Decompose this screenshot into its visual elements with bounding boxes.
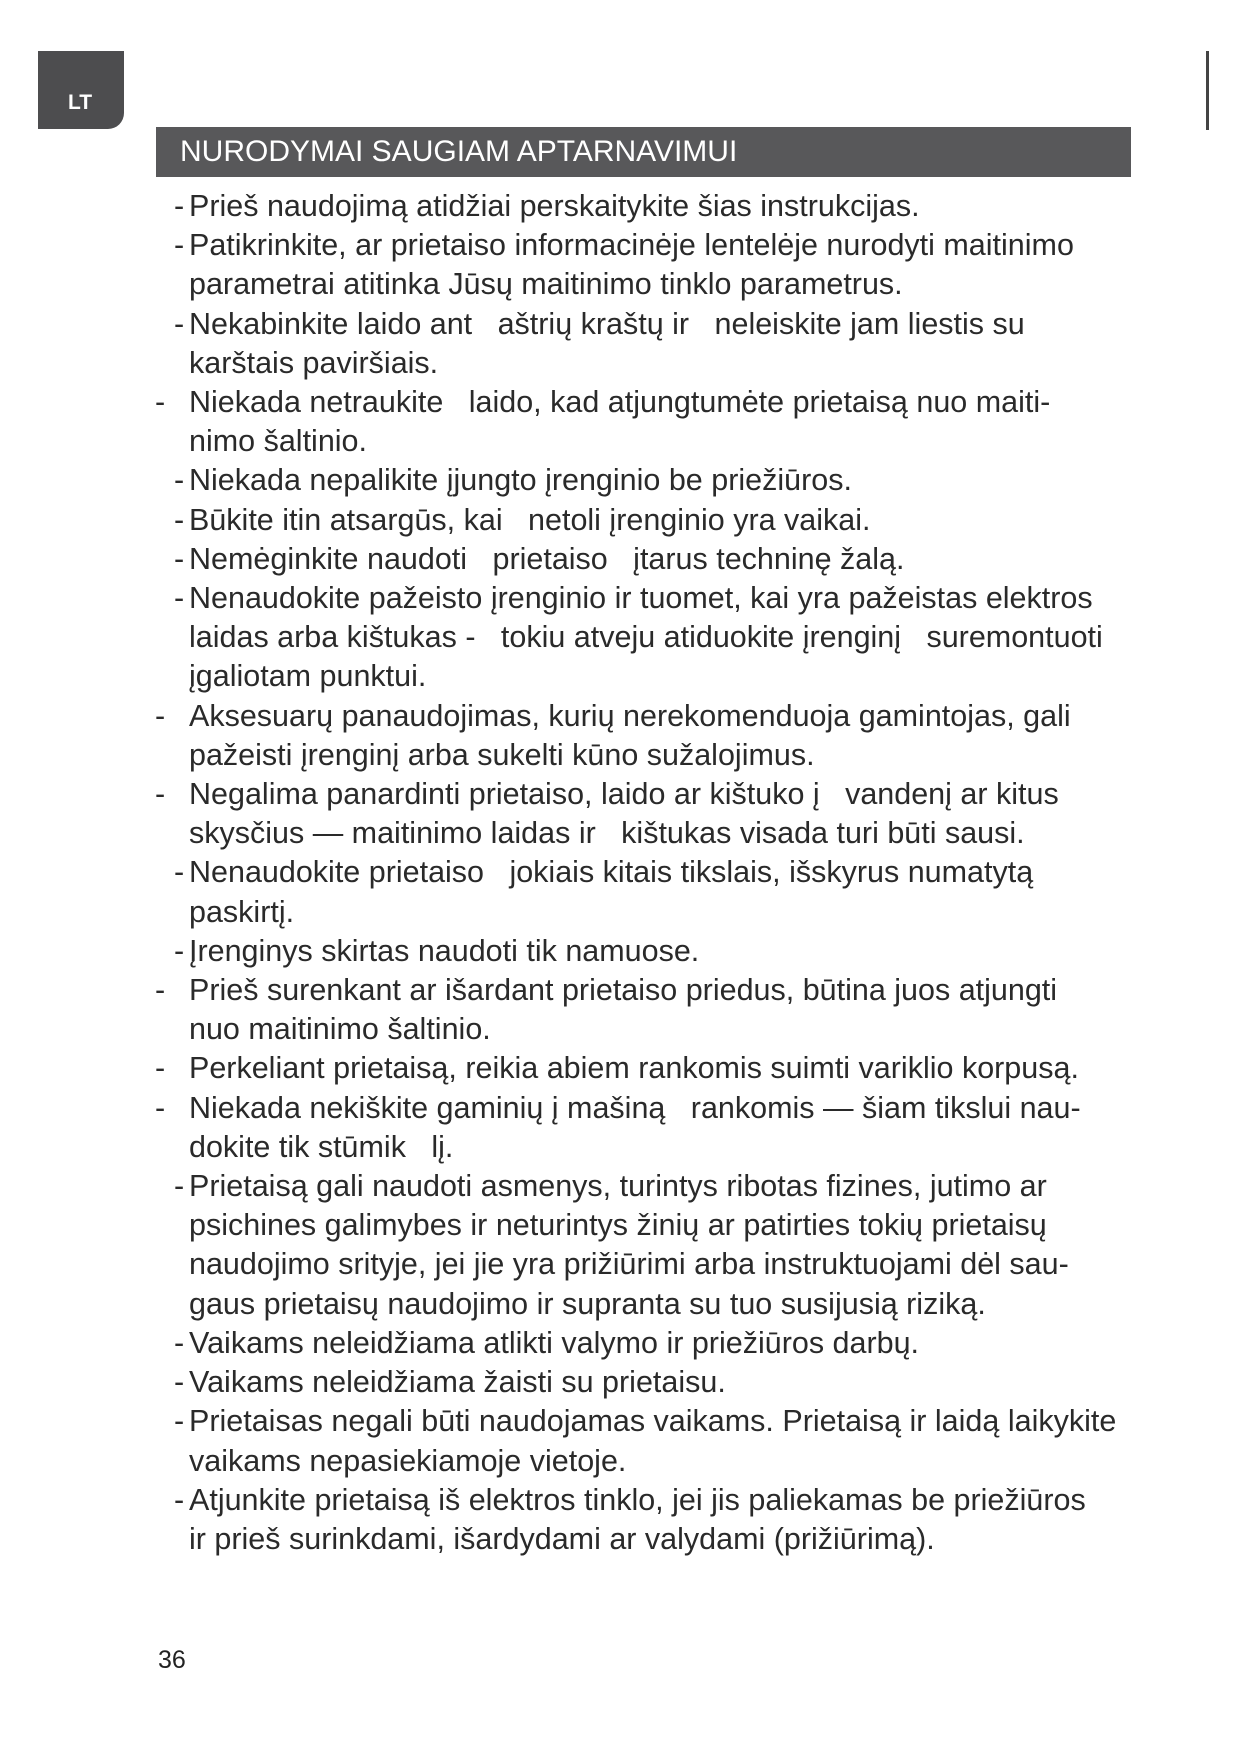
list-item	[0, 226, 1241, 304]
bullet-dash: -	[174, 228, 185, 263]
bullet-dash: -	[174, 1325, 185, 1360]
list-item	[0, 697, 1241, 775]
instruction-text: Būkite itin atsargūs, kai netoli įrenginio yra vaikai.	[189, 502, 871, 537]
instruction-text: Negalima panardinti prietaiso, laido ar kištuko į vandenį ar kitus skysčius — maitinimo laidas ir kištukas visada turi būti sausi.	[189, 777, 1059, 851]
bullet-dash: -	[174, 1404, 185, 1439]
bullet-dash: -	[155, 385, 166, 420]
bullet-dash: -	[174, 1169, 185, 1204]
instruction-text: Nemėginkite naudoti prietaiso įtarus techninę žalą.	[189, 541, 905, 576]
bullet-dash: -	[174, 1482, 185, 1517]
instruction-text: Niekada nepalikite įjungto įrenginio be priežiūros.	[189, 463, 852, 498]
instruction-text: Perkeliant prietaisą, reikia abiem rankomis suimti variklio korpusą.	[189, 1051, 1079, 1086]
list-item	[0, 383, 1241, 461]
language-tab: LT	[38, 51, 124, 129]
section-title: NURODYMAI SAUGIAM APTARNAVIMUI	[156, 127, 1131, 177]
instruction-text: Niekada nekiškite gaminių į mašiną rankomis — šiam tikslui nau- dokite tik stūmik lį.	[189, 1090, 1081, 1164]
page-number: 36	[158, 1646, 186, 1674]
list-item	[0, 1481, 1241, 1559]
instruction-text: Nenaudokite pažeisto įrenginio ir tuomet, kai yra pažeistas elektros laidas arba kištukas - tokiu atveju atiduokite įrenginį suremontuoti įgaliotam punktui.	[189, 581, 1103, 694]
instruction-text: Patikrinkite, ar prietaiso informacinėje lentelėje nurodyti maitinimo parametrai atitinka Jūsų maitinimo tinklo parametrus.	[189, 228, 1074, 302]
instruction-text: Prietaisas negali būti naudojamas vaikams. Prietaisą ir laidą laikykite vaikams nepasiekiamoje vietoje.	[189, 1404, 1117, 1478]
instruction-text: Niekada netraukite laido, kad atjungtumėte prietaisą nuo maiti- nimo šaltinio.	[189, 385, 1051, 459]
bullet-dash: -	[155, 777, 166, 812]
instruction-text: Vaikams neleidžiama žaisti su prietaisu.	[189, 1365, 726, 1400]
list-item	[0, 1049, 1241, 1088]
list-item	[0, 1324, 1241, 1363]
list-item	[0, 540, 1241, 579]
bullet-dash: -	[174, 933, 185, 968]
list-item	[0, 1089, 1241, 1167]
list-item	[0, 501, 1241, 540]
bullet-dash: -	[174, 189, 185, 223]
bullet-dash: -	[174, 306, 185, 341]
bullet-dash: -	[155, 973, 166, 1008]
list-item	[0, 932, 1241, 971]
instruction-text: Aksesuarų panaudojimas, kurių nerekomenduoja gamintojas, gali pažeisti įrenginį arba sukelti kūno sužalojimus.	[189, 698, 1071, 772]
instruction-text: Prietaisą gali naudoti asmenys, turintys ribotas fizines, jutimo ar psichines galimybes ir neturintys žinių ar patirties tokių prietaisų naudojimo srityje, jei jie yra prižiūrimi arba instruktuojami dėl sau- gaus prietaisų naudojimo ir supranta su tuo susijusią riziką.	[189, 1169, 1069, 1321]
bullet-dash: -	[174, 855, 185, 890]
bullet-dash: -	[155, 1090, 166, 1125]
bullet-dash: -	[155, 698, 166, 733]
instruction-text: Vaikams neleidžiama atlikti valymo ir priežiūros darbų.	[189, 1325, 920, 1360]
instruction-text: Nekabinkite laido ant aštrių kraštų ir neleiskite jam liestis su karštais paviršiais.	[189, 306, 1025, 380]
list-item	[0, 1363, 1241, 1402]
instruction-text: Prieš surenkant ar išardant prietaiso priedus, būtina juos atjungti nuo maitinimo šaltinio.	[189, 973, 1058, 1047]
bullet-dash: -	[174, 541, 185, 576]
list-item	[0, 1167, 1241, 1324]
list-item	[0, 853, 1241, 931]
instruction-text: Nenaudokite prietaiso jokiais kitais tikslais, išskyrus numatytą paskirtį.	[189, 855, 1034, 929]
bullet-dash: -	[174, 581, 185, 616]
list-item	[0, 1402, 1241, 1480]
instruction-text: Prieš naudojimą atidžiai perskaitykite šias instrukcijas.	[189, 189, 920, 223]
bullet-dash: -	[174, 463, 185, 498]
page-edge-mark	[1206, 51, 1209, 130]
list-item	[0, 971, 1241, 1049]
bullet-dash: -	[155, 1051, 166, 1086]
instruction-text: Įrenginys skirtas naudoti tik namuose.	[189, 933, 700, 968]
list-item	[0, 187, 1241, 226]
list-item	[0, 305, 1241, 383]
safety-instructions-list	[0, 187, 1241, 1559]
bullet-dash: -	[174, 502, 185, 537]
list-item	[0, 579, 1241, 697]
instruction-text: Atjunkite prietaisą iš elektros tinklo, jei jis paliekamas be priežiūros ir prieš surinkdami, išardydami ar valydami (prižiūrimą).	[189, 1482, 1086, 1556]
bullet-dash: -	[174, 1365, 185, 1400]
list-item	[0, 775, 1241, 853]
list-item	[0, 461, 1241, 500]
